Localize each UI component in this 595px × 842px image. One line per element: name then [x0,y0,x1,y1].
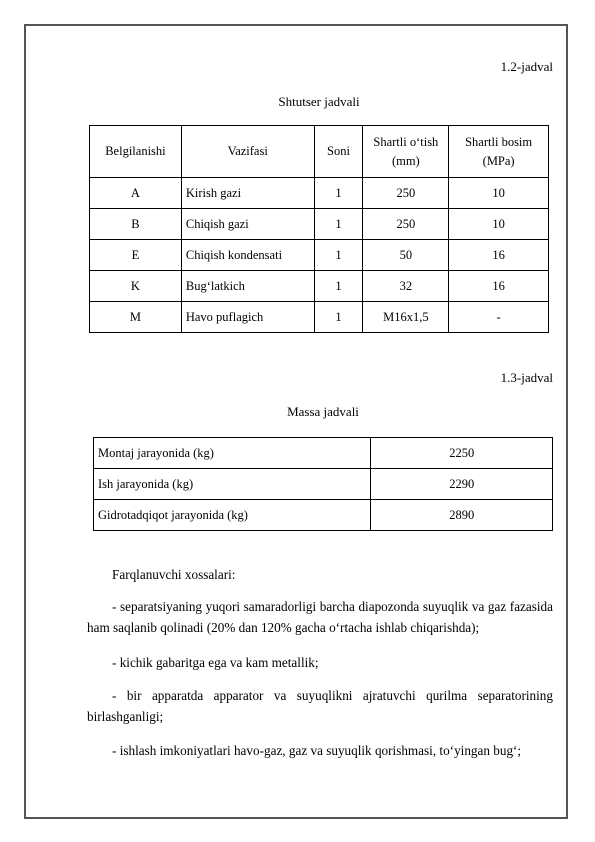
feature-item: - ishlash imkoniyatlari havo-gaz, gaz va suyuqlik qorishmasi, to‘yingan bug‘; [112,743,522,758]
table-cell: 16 [449,271,549,302]
header-cell: Shartli bosim (MPa) [449,126,549,178]
table-cell: Ish jarayonida (kg) [94,469,371,500]
table-cell: 10 [449,209,549,240]
header-cell: Belgilanishi [90,126,182,178]
table-cell: 250 [363,178,449,209]
table-cell: 50 [363,240,449,271]
table-cell: A [90,178,182,209]
header-cell: Vazifasi [181,126,314,178]
table-2-title: Massa jadvali [287,404,359,419]
table-row [90,240,549,271]
table-cell: 250 [363,209,449,240]
features-heading: Farqlanuvchi xossalari: [112,567,236,582]
table-cell: 10 [449,178,549,209]
table-cell: B [90,209,182,240]
table-cell: 1 [314,302,363,333]
table-1-label: 1.2-jadval [500,59,553,74]
table-cell: Havo puflagich [181,302,314,333]
table-cell: 1 [314,209,363,240]
table-cell: Kirish gazi [181,178,314,209]
table-header-row [90,126,549,178]
feature-item: - bir apparatda apparator va suyuqlikni ajratuvchi qurilma separatorining birlashganligi; [87,688,553,724]
feature-item: - separatsiyaning yuqori samaradorligi barcha diapozonda suyuqlik va gaz fazasida ham saqlanib qolinadi (20% dan 120% gacha o‘rtacha ishlab chiqarishda); [87,599,553,635]
table-cell: M [90,302,182,333]
table-cell: 1 [314,240,363,271]
table-cell: Chiqish gazi [181,209,314,240]
table-cell: K [90,271,182,302]
table-row [94,438,553,469]
table-cell: E [90,240,182,271]
feature-item: - kichik gabaritga ega va kam metallik; [112,655,319,670]
table-cell: Montaj jarayonida (kg) [94,438,371,469]
massa-table [93,437,553,531]
table-cell: 1 [314,271,363,302]
table-row [94,469,553,500]
table-row [90,209,549,240]
table-cell: 16 [449,240,549,271]
header-cell: Soni [314,126,363,178]
table-cell: Chiqish kondensati [181,240,314,271]
header-cell: Shartli o‘tish (mm) [363,126,449,178]
table-row [94,500,553,531]
table-cell: 2250 [371,438,553,469]
table-row [90,302,549,333]
table-2-label: 1.3-jadval [500,370,553,385]
table-cell: - [449,302,549,333]
table-cell: 1 [314,178,363,209]
table-1-title: Shtutser jadvali [278,94,360,109]
table-cell: 2890 [371,500,553,531]
table-row [90,178,549,209]
table-row [90,271,549,302]
table-cell: Bug‘latkich [181,271,314,302]
table-cell: 2290 [371,469,553,500]
shtutser-table [89,125,549,333]
table-cell: M16x1,5 [363,302,449,333]
table-cell: Gidrotadqiqot jarayonida (kg) [94,500,371,531]
table-cell: 32 [363,271,449,302]
